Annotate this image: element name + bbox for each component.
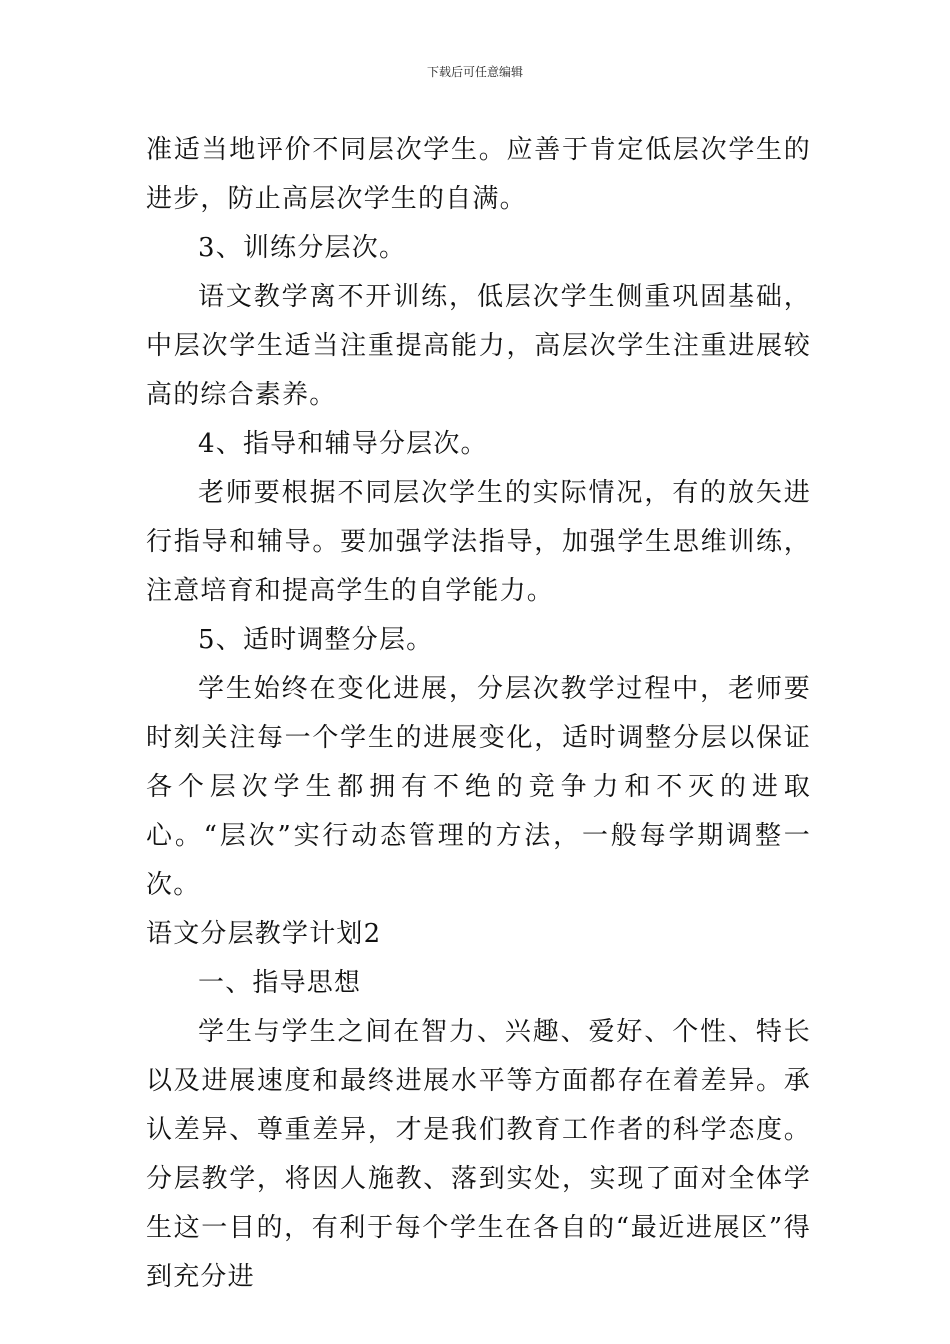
paragraph-adjust: 学生始终在变化进展，分层次教学过程中，老师要时刻关注每一个学生的进展变化，适时调整分层以保证各个层次学生都拥有不绝的竞争力和不灭的进取心。“层次”实行动态管理的方法，一般每学期调整一次。: [146, 674, 811, 900]
heading-guidance-layers: 4、指导和辅导分层次。: [198, 429, 488, 459]
heading-adjust-layers: 5、适时调整分层。: [198, 625, 434, 655]
heading-training-layers: 3、训练分层次。: [198, 233, 407, 263]
document-body: [146, 126, 811, 1302]
paragraph-guidance: 老师要根据不同层次学生的实际情况，有的放矢进行指导和辅导。要加强学法指导，加强学生思维训练，注意培育和提高学生的自学能力。: [146, 478, 811, 606]
section-title-plan-2: 语文分层教学计划2: [146, 919, 382, 949]
page-header: 下载后可任意编辑: [426, 65, 523, 79]
paragraph-evaluation: 准适当地评价不同层次学生。应善于肯定低层次学生的进步，防止高层次学生的自满。: [146, 135, 811, 214]
heading-guiding-ideology: 一、指导思想: [198, 968, 362, 998]
paragraph-ideology: 学生与学生之间在智力、兴趣、爱好、个性、特长以及进展速度和最终进展水平等方面都存在着差异。承认差异、尊重差异，才是我们教育工作者的科学态度。分层教学，将因人施教、落到实处，实现了面对全体学生这一目的，有利于每个学生在各自的“最近进展区”得到充分进: [146, 1017, 811, 1292]
paragraph-training: 语文教学离不开训练，低层次学生侧重巩固基础，中层次学生适当注重提高能力，高层次学生注重进展较高的综合素养。: [146, 282, 811, 410]
